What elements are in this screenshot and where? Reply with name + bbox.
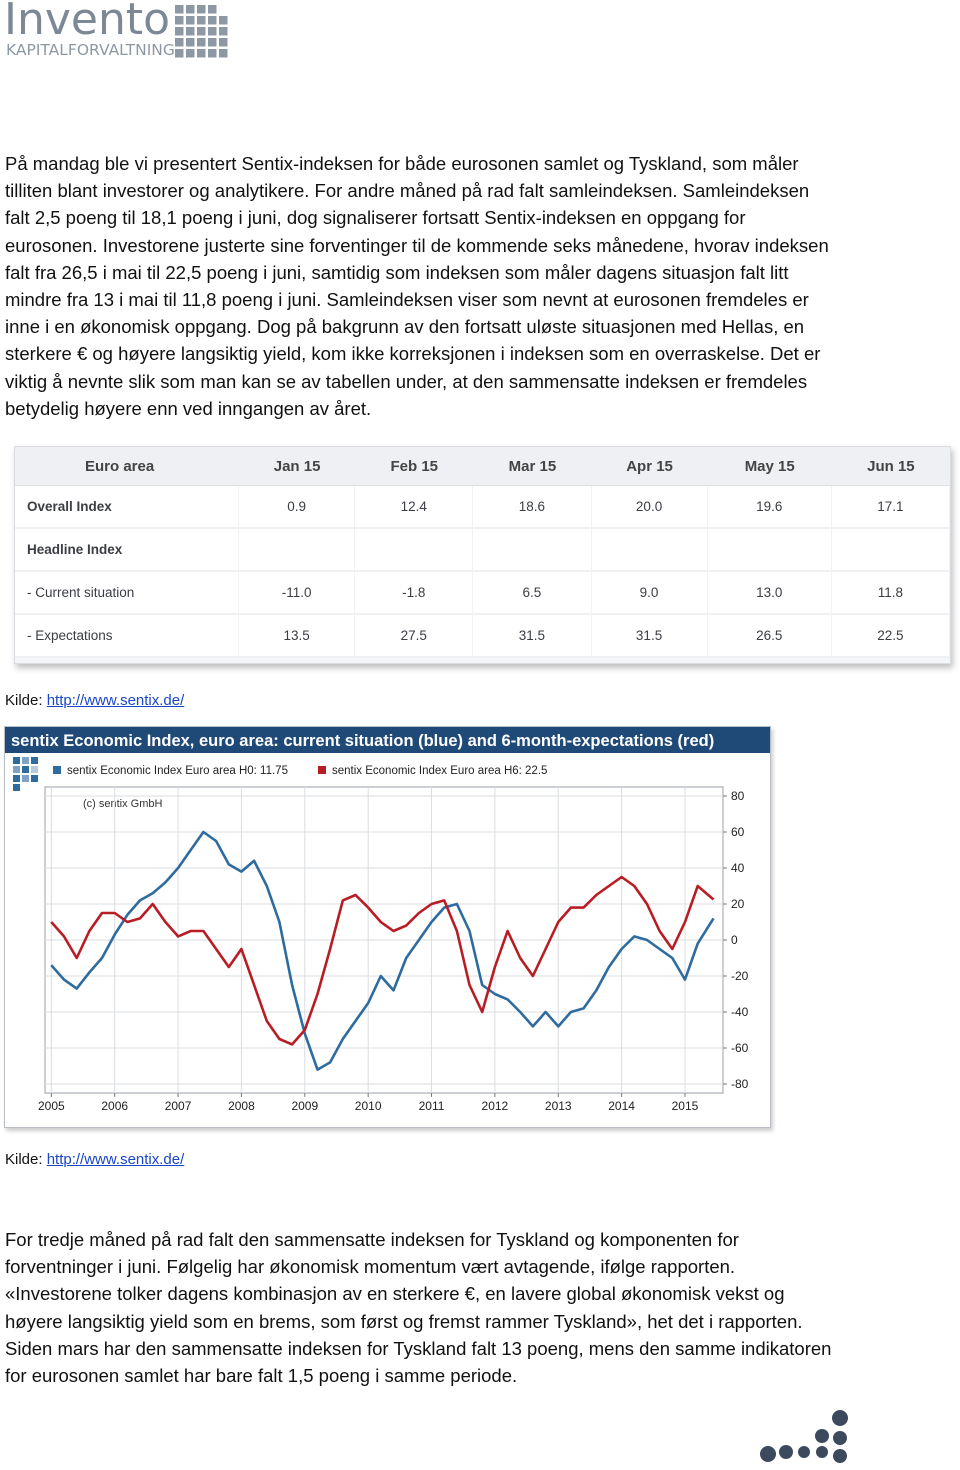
paragraph-line: tilliten blant investorer og analytikere. For andre måned på rad falt samleindeksen. Samleindeksen — [5, 180, 810, 202]
invento-logo — [4, 2, 234, 62]
x-tick-label: 2005 — [37, 1099, 65, 1113]
logo-dot — [175, 27, 184, 36]
footer-dot — [779, 1445, 793, 1459]
table-row — [15, 572, 950, 615]
table-cell: 18.6 — [473, 486, 591, 529]
footer-dot — [816, 1446, 828, 1458]
table-cell — [239, 529, 355, 572]
logo-square — [13, 784, 20, 791]
logo-dot — [219, 16, 228, 25]
logo-dot — [208, 16, 217, 25]
sentix-line-chart — [4, 726, 771, 1128]
logo-dot — [175, 16, 184, 25]
footer-dot — [760, 1446, 776, 1462]
source-label: Kilde: — [5, 692, 47, 709]
x-tick-label: 2008 — [228, 1099, 255, 1113]
table-cell: -1.8 — [355, 572, 473, 615]
logo-square — [22, 775, 29, 782]
footer-dot — [832, 1410, 848, 1426]
paragraph-line: viktig å nevnte slik som man kan se av tabellen under, at den sammensatte indeksen er fremdeles — [5, 370, 808, 392]
y-tick-label: 0 — [731, 933, 738, 947]
table-row — [15, 529, 950, 572]
chart-copyright: (c) sentix GmbH — [83, 798, 163, 810]
logo-dot — [197, 38, 206, 47]
paragraph-line: På mandag ble vi presentert Sentix-indeksen for både eurosonen samlet og Tyskland, som måler — [5, 153, 799, 174]
x-tick-label: 2013 — [544, 1099, 572, 1113]
logo-dot — [219, 49, 228, 58]
paragraph-line: eurosonen. Investorene justerte sine forventinger til de kommende seks månedene, hvorav indeksen — [5, 234, 829, 256]
y-tick-label: -80 — [731, 1077, 749, 1091]
table-cell — [355, 529, 473, 572]
x-tick-label: 2012 — [481, 1099, 509, 1113]
logo-dot — [208, 5, 217, 14]
source-link[interactable]: http://www.sentix.de/ — [46, 1151, 185, 1168]
logo-dot — [175, 38, 184, 47]
logo-square — [13, 766, 20, 773]
table-corner-header: Euro area — [15, 447, 239, 486]
logo-dot — [186, 16, 195, 25]
y-tick-label: 40 — [731, 861, 745, 875]
logo-dot — [208, 27, 217, 36]
table-cell: 20.0 — [592, 486, 708, 529]
paragraph-line: forventninger i juni. Følgelig har økonomisk momentum vært avtagende, ifølge rapporten. — [5, 1256, 736, 1278]
logo-dot — [186, 27, 195, 36]
sentix-euro-area-table — [14, 446, 951, 664]
logo-dot — [175, 49, 184, 58]
paragraph-line: høyere langsiktig yield som en brems, som først og fremst rammer Tyskland», het det i rapporten. — [5, 1310, 803, 1332]
paragraph-line: inne i en økonomisk oppgang. Dog på bakgrunn av den fortsatt uløste situasjonen med Hellas, en — [5, 316, 805, 338]
table-column-header: Feb 15 — [355, 447, 473, 486]
y-tick-label: 60 — [731, 825, 745, 839]
logo-dot — [219, 27, 228, 36]
footer-dot — [833, 1431, 847, 1445]
logo-square — [31, 775, 38, 782]
y-tick-label: 20 — [731, 897, 745, 911]
sentix-table — [15, 447, 950, 658]
table-cell: 11.8 — [832, 572, 950, 615]
x-tick-label: 2006 — [101, 1099, 129, 1113]
source-note-1 — [5, 692, 184, 709]
table-cell: 31.5 — [473, 615, 591, 658]
paragraph-line: falt fra 26,5 i mai til 22,5 poeng i juni, samtidig som indeksen som måler dagens situasjon falt litt — [5, 261, 789, 283]
footer-dot — [798, 1446, 810, 1458]
logo-dot — [219, 38, 228, 47]
legend-label: sentix Economic Index Euro area H6: 22.5 — [332, 765, 548, 777]
table-row-label: Overall Index — [15, 486, 239, 529]
legend-label: sentix Economic Index Euro area H0: 11.75 — [67, 765, 288, 777]
logo-wordmark: Invento — [4, 0, 171, 45]
y-tick-label: -60 — [731, 1041, 749, 1055]
footer-dots-icon — [752, 1400, 862, 1470]
logo-square — [13, 775, 20, 782]
table-row-label: Headline Index — [15, 529, 239, 572]
table-cell: 13.5 — [239, 615, 355, 658]
table-cell: 17.1 — [832, 486, 950, 529]
logo-square — [22, 757, 29, 764]
x-tick-label: 2009 — [291, 1099, 319, 1113]
table-row — [15, 486, 950, 529]
logo-dot — [175, 5, 184, 14]
source-link[interactable]: http://www.sentix.de/ — [46, 692, 185, 709]
table-cell: 0.9 — [239, 486, 355, 529]
y-tick-label: 80 — [731, 789, 745, 803]
paragraph-line: falt 2,5 poeng til 18,1 poeng i juni, dog signaliserer fortsatt Sentix-indeksen en oppgang for — [5, 207, 746, 229]
logo-dot — [186, 49, 195, 58]
logo-square — [31, 766, 38, 773]
logo-dot — [186, 5, 195, 14]
table-cell: 6.5 — [473, 572, 591, 615]
logo-dot — [208, 38, 217, 47]
logo-dot — [186, 38, 195, 47]
logo-square — [22, 766, 29, 773]
intro-paragraph — [5, 150, 925, 422]
paragraph-line: mindre fra 13 i mai til 11,8 poeng i juni. Samleindeksen viser som nevnt at eurosonen fremdeles er — [5, 289, 809, 311]
x-tick-label: 2007 — [164, 1099, 192, 1113]
logo-dot — [197, 16, 206, 25]
table-row — [15, 615, 950, 658]
table-column-header: Apr 15 — [592, 447, 708, 486]
table-column-header: Jun 15 — [832, 447, 950, 486]
logo-square — [13, 757, 20, 764]
footer-dot — [833, 1449, 847, 1463]
table-header-row — [15, 447, 950, 486]
table-cell: 19.6 — [708, 486, 832, 529]
table-cell: -11.0 — [239, 572, 355, 615]
table-cell: 22.5 — [832, 615, 950, 658]
logo-dots-icon — [174, 4, 234, 62]
table-column-header: Jan 15 — [239, 447, 355, 486]
table-cell: 13.0 — [708, 572, 832, 615]
chart-title: sentix Economic Index, euro area: current situation (blue) and 6-month-expectations (red) — [11, 732, 715, 750]
logo-square — [31, 757, 38, 764]
legend-swatch — [318, 766, 326, 774]
table-cell: 31.5 — [592, 615, 708, 658]
table-cell: 12.4 — [355, 486, 473, 529]
table-row-label: - Current situation — [15, 572, 239, 615]
paragraph-line: sterkere € og høyere langsiktig yield, kom ikke korreksjonen i indeksen som en overraskelse. Det er — [5, 343, 821, 365]
table-column-header: May 15 — [708, 447, 832, 486]
sentix-logo-icon — [13, 757, 38, 791]
x-tick-label: 2015 — [671, 1099, 699, 1113]
y-tick-label: -40 — [731, 1005, 749, 1019]
table-cell — [592, 529, 708, 572]
table-cell — [832, 529, 950, 572]
paragraph-line: Siden mars har den sammensatte indeksen for Tyskland falt 13 poeng, mens den samme indikatoren — [5, 1337, 832, 1359]
table-row-label: - Expectations — [15, 615, 239, 658]
table-cell: 27.5 — [355, 615, 473, 658]
logo-dot — [197, 5, 206, 14]
x-tick-label: 2014 — [608, 1099, 635, 1113]
paragraph-line: For tredje måned på rad falt den sammensatte indeksen for Tyskland og komponenten for — [5, 1229, 739, 1250]
footer-dot — [815, 1429, 829, 1443]
germany-paragraph — [5, 1226, 925, 1389]
table-cell — [708, 529, 832, 572]
paragraph-line: for eurosonen samlet har bare falt 1,5 poeng i samme periode. — [5, 1365, 518, 1387]
logo-dot — [197, 27, 206, 36]
x-tick-label: 2011 — [418, 1099, 445, 1113]
source-label: Kilde: — [5, 1151, 47, 1168]
paragraph-line: «Investorene tolker dagens kombinasjon av en sterkere €, en lavere global økonomisk vekst og — [5, 1283, 785, 1305]
legend-swatch — [53, 766, 61, 774]
chart-canvas — [5, 727, 770, 1127]
y-tick-label: -20 — [731, 969, 749, 983]
logo-dot — [197, 49, 206, 58]
logo-subtitle: KAPITALFORVALTNING — [6, 41, 175, 59]
paragraph-line: betydelig høyere enn ved inngangen av året. — [5, 397, 372, 419]
logo-dot — [208, 49, 217, 58]
x-tick-label: 2010 — [354, 1099, 382, 1113]
table-cell: 9.0 — [592, 572, 708, 615]
table-cell — [473, 529, 591, 572]
table-column-header: Mar 15 — [473, 447, 591, 486]
table-cell: 26.5 — [708, 615, 832, 658]
source-note-2 — [5, 1151, 184, 1168]
